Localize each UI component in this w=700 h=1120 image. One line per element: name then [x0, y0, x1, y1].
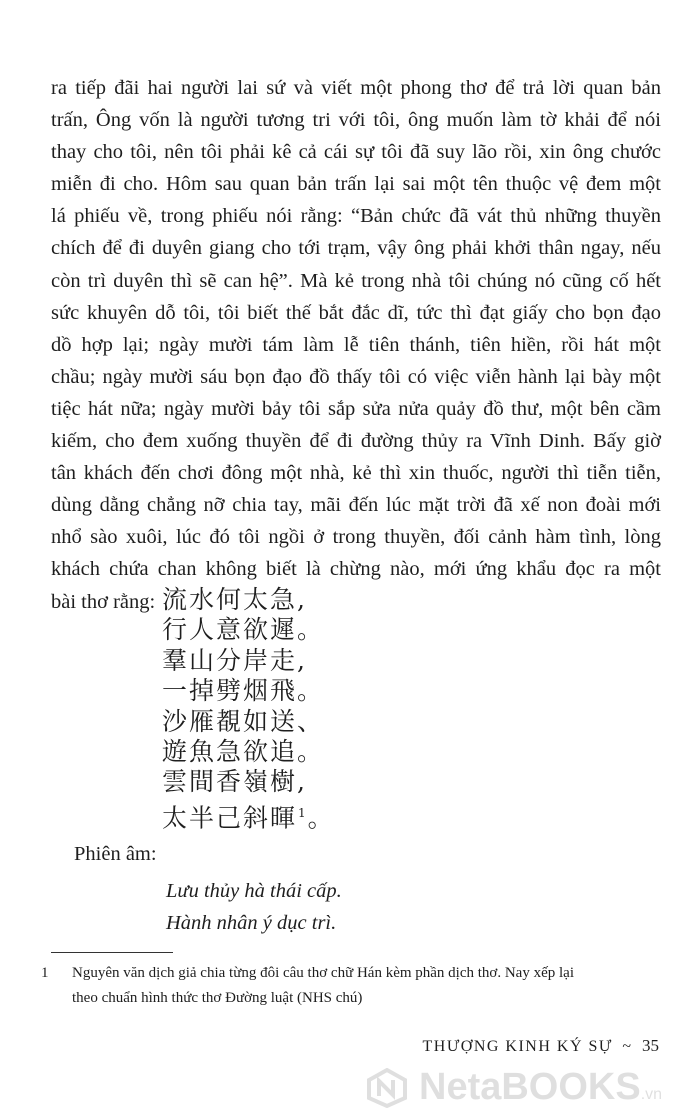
poem-line-last-text: 太半己斜暉: [162, 803, 298, 833]
body-line: tân khách đến chơi đông một nhà, kẻ thì xin thuốc, người thì tiễn tiễn,: [51, 462, 661, 485]
body-line: dùng dằng chẳng nỡ chia tay, mãi đến lúc mặt trời đã xế non đoài mới: [51, 494, 661, 517]
poem-line-last-punct: 。: [307, 803, 335, 833]
body-line: sức khuyên dỗ tôi, tôi biết thế bắt đắc dĩ, tức thì đạt giấy cho bọn đạo: [51, 301, 661, 324]
body-line: tiệc hát nữa; ngày mười bảy tôi sắp sửa nửa quảy đồ thư, một bên cầm: [51, 397, 661, 420]
footnote-number: 1: [41, 965, 49, 981]
running-title: THƯỢNG KINH KÝ SỰ: [422, 1038, 613, 1055]
body-paragraph: [51, 72, 661, 618]
body-line: dồ hợp lại; ngày mười tám làm lễ tiên thánh, tiên hiền, rồi hát một: [51, 333, 661, 356]
running-footer: [423, 1036, 659, 1056]
poem-line: 一掉劈烟飛。: [162, 676, 325, 706]
poem-line: 沙雁覩如送、: [162, 706, 325, 736]
footnote-line: theo chuẩn hình thức thơ Đường luật (NHS chú): [72, 989, 363, 1006]
watermark-text: [419, 1062, 662, 1120]
body-line: kiếm, cho đem xuống thuyền để đi đường thủy ra Vĩnh Dinh. Bấy giờ: [51, 430, 661, 453]
transliteration-label: Phiên âm:: [74, 843, 157, 865]
body-line: miễn đi cho. Hôm sau quan bản trấn lại sai một tên thuộc vệ đem một: [51, 173, 661, 196]
body-line: chích để đi duyên giang cho tới trạm, vậy ông phải khởi thân ngay, nếu: [51, 237, 661, 260]
watermark-brand: NetaBOOKS: [419, 1066, 641, 1108]
footnote-divider: [51, 952, 173, 953]
footnote-text: [72, 961, 666, 1010]
transliteration: [166, 875, 342, 939]
body-line: khách chứa chan không biết là chừng nào, mới ứng khẩu đọc ra một: [51, 558, 661, 581]
poem-line: 行人意欲遲。: [162, 615, 325, 645]
publisher-watermark: [365, 1062, 695, 1112]
transliteration-line: Lưu thủy hà thái cấp.: [166, 880, 342, 902]
poem-line-last: [162, 798, 335, 834]
body-line: trấn, Ông vốn là người tương tri với tôi, ông muốn làm tờ khải để nói: [51, 109, 661, 132]
body-line: còn trì duyên thì sẽ can hệ”. Mà kẻ trong nhà tôi chúng nó cũng cố hết: [51, 269, 661, 292]
poem-line: 流水何太急,: [162, 585, 307, 614]
body-line: bài thơ rằng:: [51, 590, 156, 613]
poem-line: 羣山分岸走,: [162, 645, 307, 675]
body-line: thay cho tôi, nên tôi phải kê cả cái sự tôi đã suy lão rồi, xin ông chước: [51, 141, 661, 164]
footnote-line: Nguyên văn dịch giả chia từng đôi câu thơ chữ Hán kèm phần dịch thơ. Nay xếp lại: [72, 965, 574, 981]
page-number: 35: [642, 1036, 659, 1055]
body-line: chầu; ngày mười sáu bọn đạo đồ thấy tôi có việc viễn hành lại bày một: [51, 365, 661, 388]
body-line: nhổ sào xuôi, lúc đó tôi ngồi ở trong thuyền, đối cảnh hàm tình, lòng: [51, 526, 661, 549]
chinese-poem: [162, 585, 335, 834]
netabooks-logo-icon: [365, 1068, 409, 1108]
watermark-suffix: .vn: [640, 1086, 663, 1103]
poem-line: 雲間香嶺樹,: [162, 767, 307, 797]
body-line: ra tiếp đãi hai người lai sứ và viết một phong thơ để trả lời quan bản: [51, 77, 661, 99]
poem-line: 遊魚急欲追。: [162, 737, 325, 767]
transliteration-line: Hành nhân ý dục trì.: [166, 912, 337, 934]
running-separator: ~: [622, 1038, 633, 1055]
body-line: lá phiếu về, trong phiếu nói rằng: “Bản chức đã vát thủ những thuyền: [51, 205, 661, 228]
footnote-reference[interactable]: 1: [298, 805, 308, 820]
